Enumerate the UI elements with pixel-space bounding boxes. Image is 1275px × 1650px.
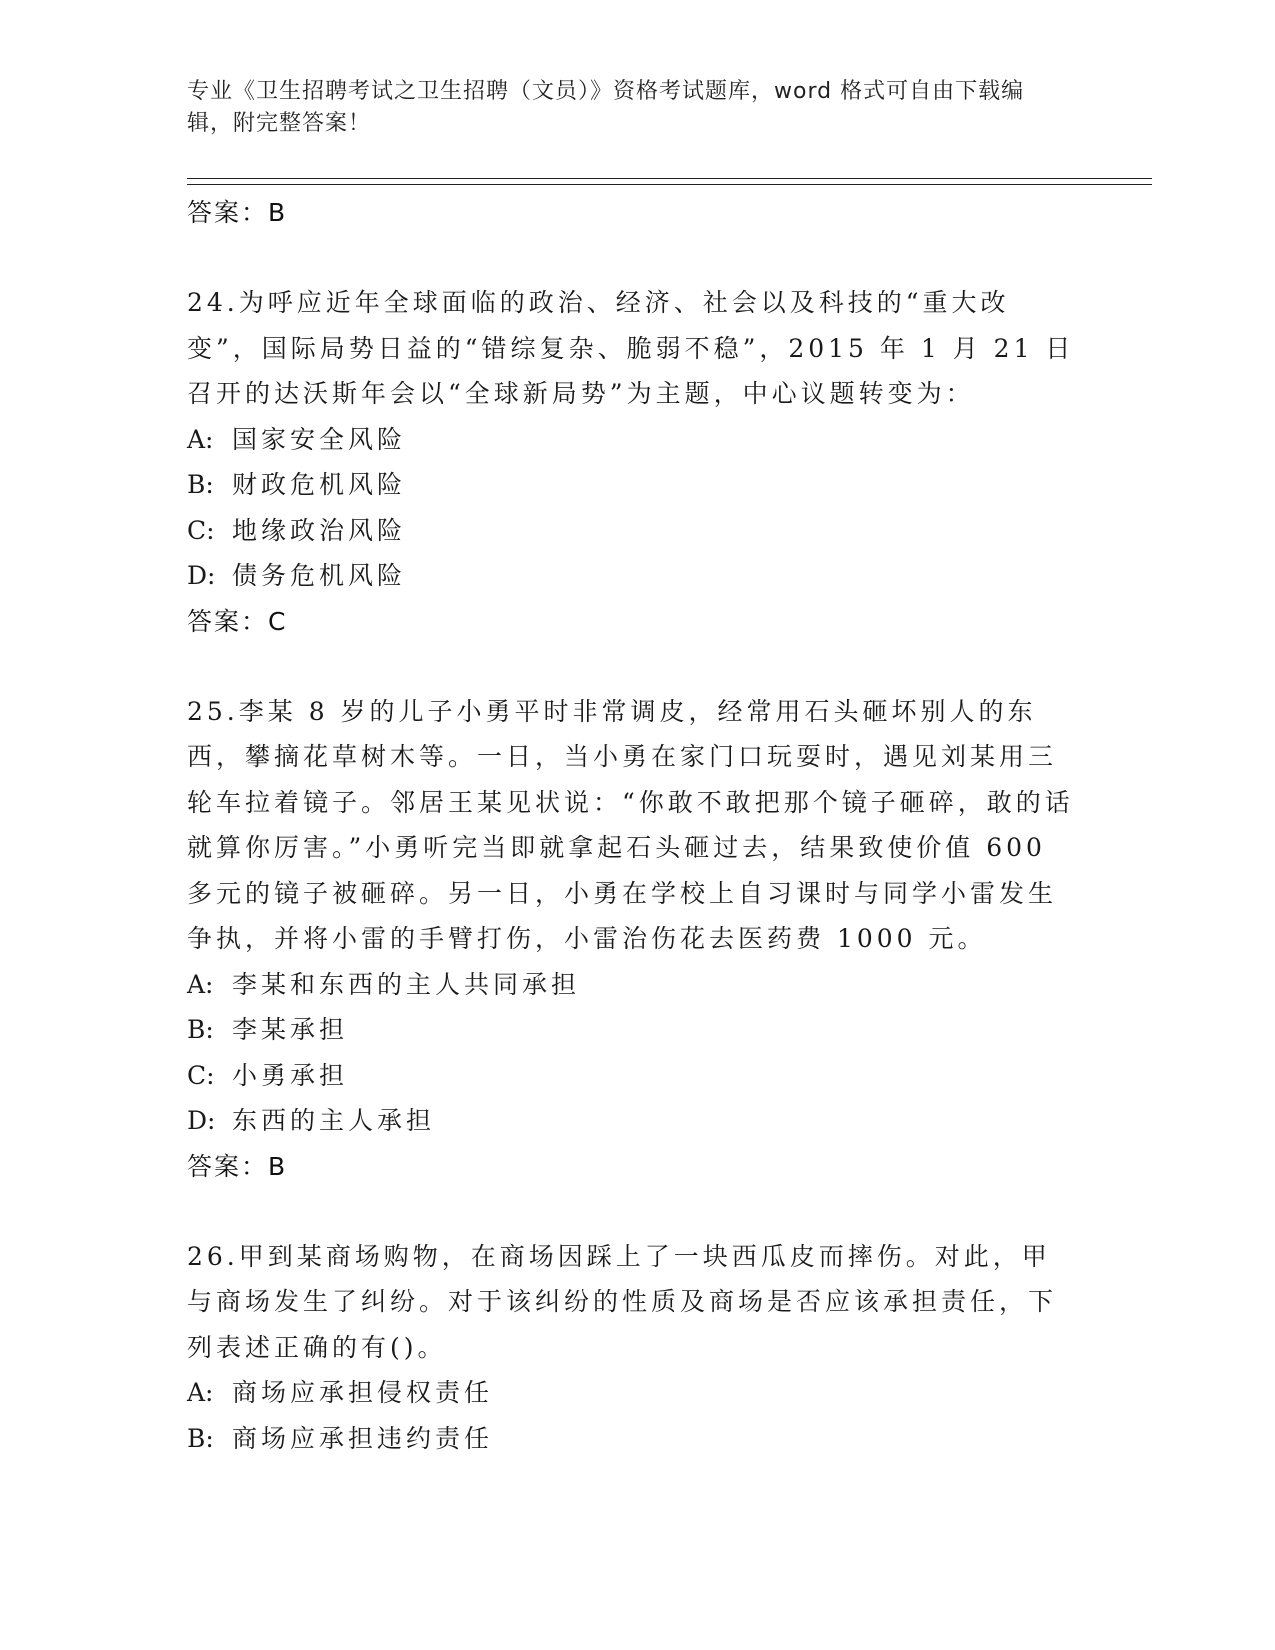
option-text: 财政危机风险 (232, 470, 407, 499)
answer-23: 答案：B (187, 198, 288, 227)
option-text: 商场应承担违约责任 (232, 1423, 494, 1453)
document-page (187, 0, 1147, 1650)
option-key: A: (187, 424, 214, 454)
option-text: 李某和东西的主人共同承担 (232, 969, 581, 999)
option-key: A: (187, 1378, 214, 1407)
option-key: B: (187, 470, 214, 499)
question-24-option-c (187, 508, 1087, 554)
option-key: B: (187, 1423, 214, 1453)
answer-25: 答案：B (187, 1151, 288, 1181)
option-text: 李某承担 (232, 1015, 349, 1044)
option-text: 地缘政治风险 (232, 515, 407, 545)
question-list (187, 190, 1087, 1461)
option-key: A: (187, 969, 214, 999)
question-26-option-a (187, 1370, 1087, 1416)
document-header: 专业《卫生招聘考试之卫生招聘（文员）》资格考试题库，word 格式可自由下载编辑，附完整答案！ (187, 79, 1025, 136)
question-24-text: 24.为呼应近年全球面临的政治、经济、社会以及科技的“重大改变”，国际局势日益的“错综复杂、脆弱不稳”，2015 年 1 月 21 日召开的达沃斯年会以“全球新局势”为主题，中心议题转变为： (187, 288, 1075, 408)
question-25-text: 25.李某 8 岁的儿子小勇平时非常调皮，经常用石头砸坏别人的东西，攀摘花草树木等。一日，当小勇在家门口玩耍时，遇见刘某用三轮车拉着镜子。邻居王某见状说：“你敢不敢把那个镜子砸碎，敢的话就算你厉害。”小勇听完当即就拿起石头砸过去，结果致使价值 600 多元的镜子被砸碎。另一日，小勇在学校上自习课时与同学小雷发生争执，并将小雷的手臂打伤，小雷治伤花去医药费 1000 元。 (187, 696, 1074, 953)
question-26-text: 26.甲到某商场购物，在商场因踩上了一块西瓜皮而摔伤。对此，甲与商场发生了纠纷。对于该纠纷的性质及商场是否应该承担责任，下列表述正确的有()。 (187, 1241, 1058, 1362)
option-text: 商场应承担侵权责任 (232, 1378, 494, 1407)
option-text: 国家安全风险 (232, 424, 407, 454)
option-text: 债务危机风险 (232, 561, 407, 590)
question-25-option-d (187, 1098, 1087, 1144)
option-key: D: (187, 561, 216, 590)
option-key: C: (187, 1060, 215, 1090)
question-25-option-c (187, 1053, 1087, 1099)
answer-24: 答案：C (187, 606, 288, 636)
option-key: C: (187, 515, 215, 545)
option-text: 东西的主人承担 (232, 1106, 436, 1135)
question-24-option-a (187, 417, 1087, 463)
question-24-option-d (187, 553, 1087, 599)
option-text: 小勇承担 (232, 1060, 349, 1090)
question-26-option-b (187, 1416, 1087, 1462)
header-divider (187, 178, 1152, 185)
question-25-option-a (187, 962, 1087, 1008)
question-24-option-b (187, 462, 1087, 508)
question-25-option-b (187, 1007, 1087, 1053)
option-key: B: (187, 1015, 214, 1044)
option-key: D: (187, 1106, 216, 1135)
